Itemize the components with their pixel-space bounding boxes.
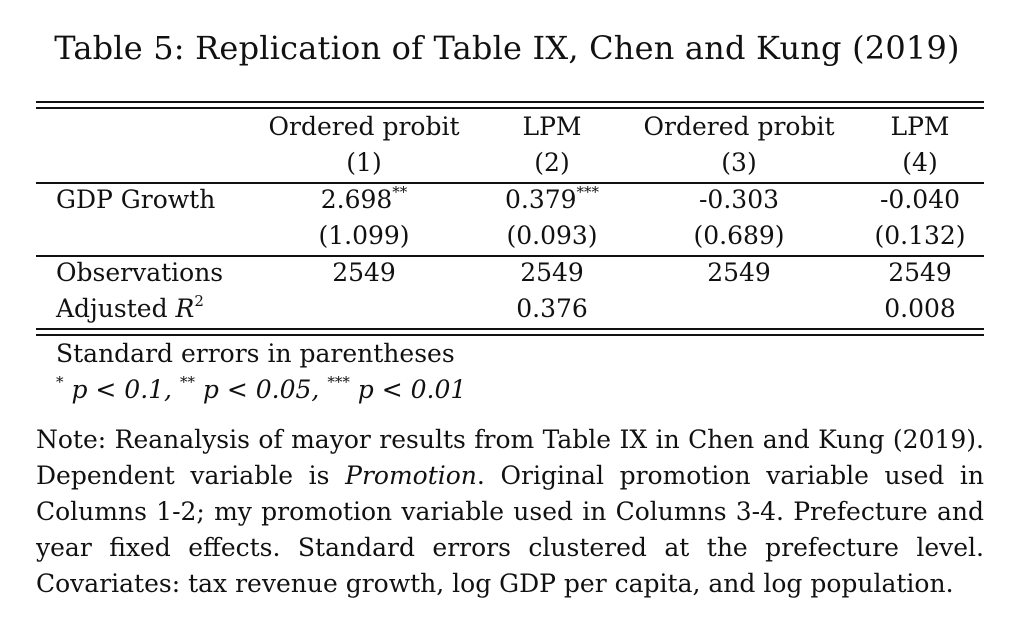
coefficient-value: 2.698	[320, 185, 393, 214]
adjusted-r2-prefix: Adjusted	[56, 294, 176, 323]
significance-stars: **	[179, 372, 195, 391]
table-caption: Table 5: Replication of Table IX, Chen and Kung (2019)	[54, 29, 960, 67]
observations-cell: 2549	[707, 258, 771, 287]
coefficient-value: -0.040	[879, 185, 961, 214]
significance-threshold: p < 0.01	[349, 375, 467, 404]
standard-error-cell: (0.093)	[506, 221, 598, 250]
significance-legend	[56, 373, 466, 407]
standard-error-cell: (0.689)	[693, 221, 785, 250]
adjusted-r2-cell: 0.008	[884, 294, 956, 323]
column-header-model: LPM	[890, 112, 950, 141]
table-top-rule	[36, 101, 984, 103]
column-header-model: LPM	[522, 112, 582, 141]
standard-error-cell: (0.132)	[874, 221, 966, 250]
note-variable-name: Promotion	[345, 461, 477, 490]
note-text: . Original promotion variable used in Columns 1-2; my promotion variable used in Columns 3-4. Prefecture and year fixed effects. Standard errors clustered at the prefecture level. Covariates: tax revenue growth, log GDP per capita, and log population.	[36, 461, 984, 598]
significance-threshold: p < 0.1,	[63, 375, 180, 404]
column-header-number: (1)	[346, 148, 382, 177]
observations-cell: 2549	[332, 258, 396, 287]
note-text: Note: Reanalysis of mayor results from Table IX in Chen and Kung (2019). Dependent variable is	[36, 425, 984, 490]
coefficient-cell	[880, 183, 960, 217]
observations-cell: 2549	[520, 258, 584, 287]
coefficient-value: 0.379	[504, 185, 577, 214]
significance-stars: *	[56, 372, 64, 391]
significance-stars: ***	[576, 182, 600, 201]
adjusted-r2-cell: 0.376	[516, 294, 588, 323]
coefficient-value: -0.303	[698, 185, 780, 214]
standard-error-cell: (1.099)	[318, 221, 410, 250]
row-label-gdp-growth: GDP Growth	[56, 185, 216, 214]
observations-cell: 2549	[888, 258, 952, 287]
row-label-observations: Observations	[56, 258, 224, 287]
column-header-number: (3)	[721, 148, 757, 177]
significance-threshold: p < 0.05,	[194, 375, 328, 404]
adjusted-r2-symbol: R	[175, 294, 195, 323]
significance-stars: ***	[327, 372, 350, 391]
table-bottom-rule	[36, 334, 984, 336]
row-label-adjusted-r2	[56, 292, 204, 326]
adjusted-r2-superscript: 2	[194, 291, 204, 310]
column-header-number: (2)	[534, 148, 570, 177]
significance-stars: **	[392, 182, 408, 201]
table-top-rule	[36, 107, 984, 109]
column-header-model: Ordered probit	[643, 112, 835, 141]
coefficient-cell	[505, 183, 599, 217]
table-note	[36, 422, 984, 602]
table-bottom-rule	[36, 328, 984, 330]
coefficient-cell	[321, 183, 408, 217]
column-header-number: (4)	[902, 148, 938, 177]
standard-errors-note: Standard errors in parentheses	[56, 339, 455, 368]
coefficient-cell	[699, 183, 779, 217]
column-header-model: Ordered probit	[268, 112, 460, 141]
